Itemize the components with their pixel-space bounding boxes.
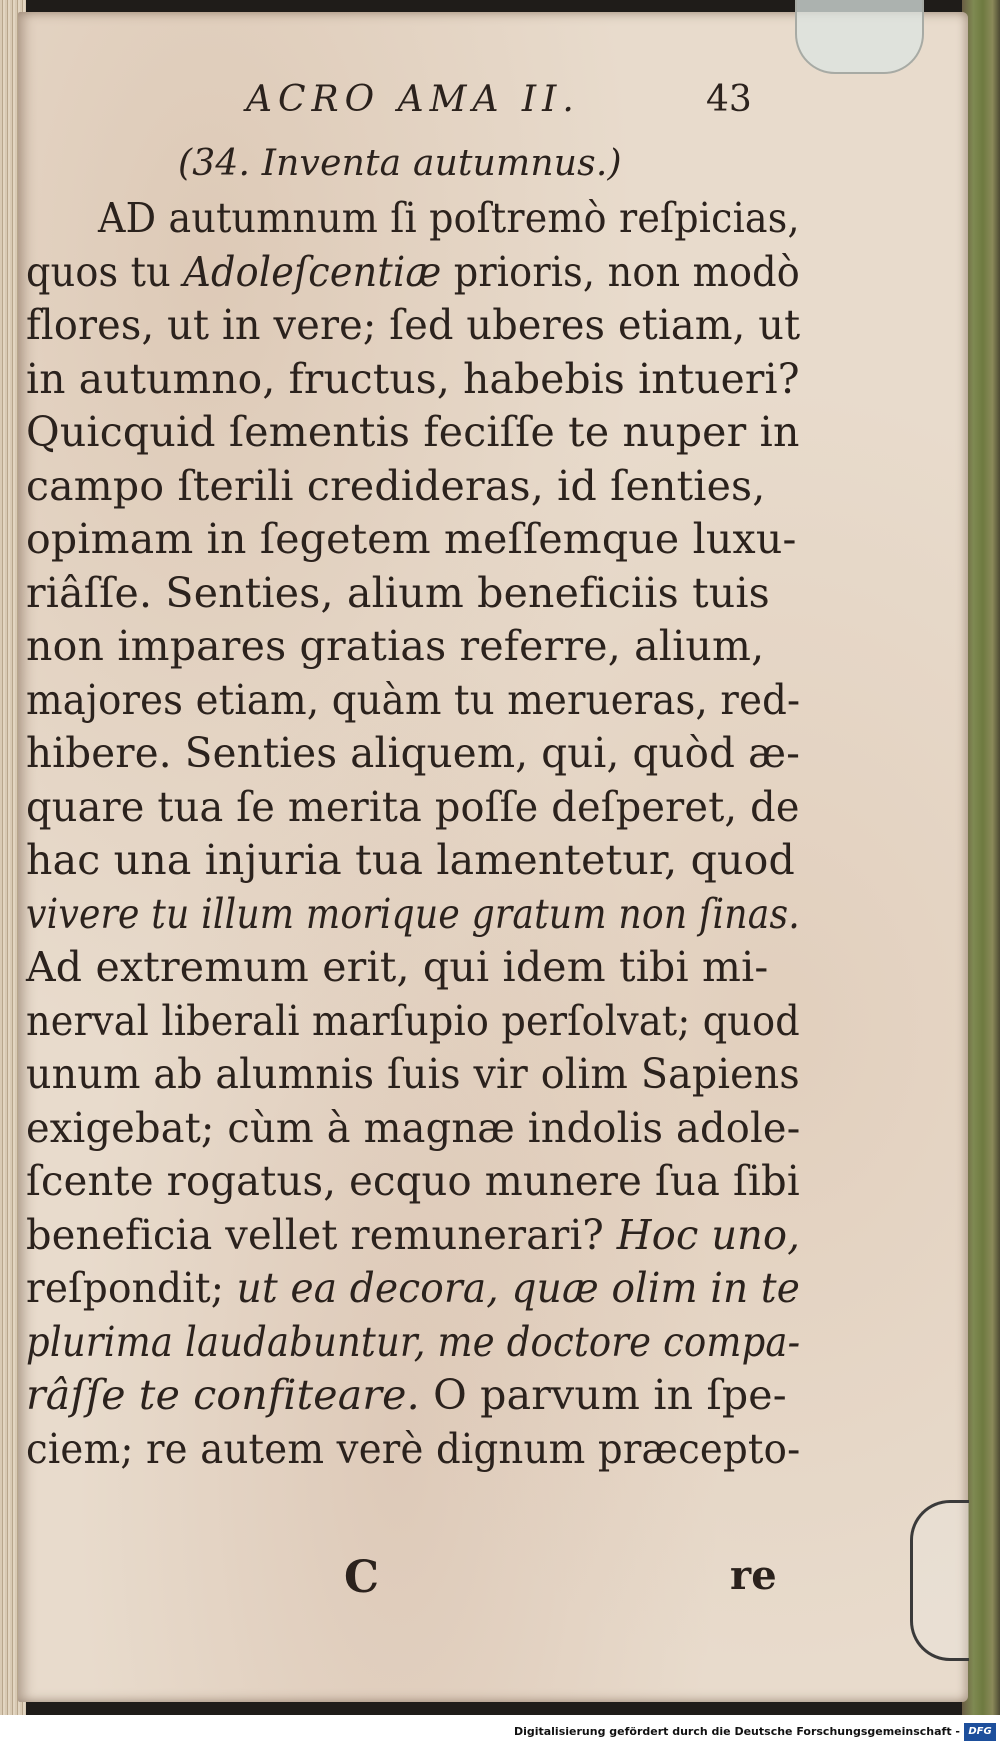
roman-text: O parvum in ſpe- xyxy=(419,1371,787,1419)
dfg-logo: DFG xyxy=(964,1723,996,1741)
body-line-text xyxy=(26,996,800,1045)
roman-text: campo ſterili credideras, id ſenties, xyxy=(26,461,766,510)
page-clip-top xyxy=(795,0,924,74)
digitization-footer xyxy=(0,1715,1000,1753)
roman-text: beneficia vellet remunerari? xyxy=(26,1210,617,1259)
body-line-text xyxy=(26,729,801,777)
roman-text: majores etiam, quàm tu merueras, red- xyxy=(26,675,801,724)
roman-text: reſpondit; xyxy=(26,1264,237,1312)
body-line-text xyxy=(26,836,795,884)
body-line-text xyxy=(26,1317,801,1366)
body-line-text xyxy=(26,889,800,938)
body-line-text xyxy=(26,622,765,670)
roman-text: AD autumnum ſi poſtremò reſpicias, xyxy=(98,194,800,242)
body-line-text xyxy=(26,354,800,403)
body-line-text xyxy=(26,1157,800,1205)
body-line-text xyxy=(26,1210,801,1259)
body-line-text xyxy=(26,1050,800,1098)
body-line-text xyxy=(26,568,770,617)
roman-text: unum ab alumnis ſuis vir olim Sapiens xyxy=(26,1050,800,1098)
roman-text: prioris, non modò xyxy=(441,247,800,296)
italic-text: Adoleſcentiæ xyxy=(183,247,442,296)
italic-text: plurima laudabuntur, me doctore compa- xyxy=(26,1317,801,1366)
italic-text: râſſe te confiteare. xyxy=(26,1371,420,1419)
body-line-text xyxy=(26,1264,801,1312)
body-line-text xyxy=(26,515,797,563)
roman-text: exigebat; cùm à magnæ indolis adole- xyxy=(26,1103,801,1152)
roman-text: ciem; re autem verè dignum præcepto- xyxy=(26,1424,801,1473)
roman-text: in autumno, fructus, habebis intueri? xyxy=(26,354,800,403)
body-line-text xyxy=(26,782,800,831)
roman-text: hibere. Senties aliquem, qui, quòd æ- xyxy=(26,729,801,777)
body-line-text xyxy=(26,247,800,296)
section-heading-text: (34. Inventa autumnus.) xyxy=(178,143,622,184)
roman-text: opimam in ſegetem meſſemque luxu- xyxy=(26,515,797,563)
body-line-text xyxy=(26,301,801,349)
body-line-text xyxy=(26,675,801,724)
roman-text: Ad extremum erit, qui idem tibi mi- xyxy=(26,943,769,991)
signature-mark: C xyxy=(344,1552,380,1603)
roman-text: Quicquid ſementis feciſſe te nuper in xyxy=(26,408,800,456)
roman-text: ſcente rogatus, ecquo munere ſua ſibi xyxy=(26,1157,800,1205)
body-line-text xyxy=(26,1424,801,1473)
footer-credit: Digitalisierung gefördert durch die Deutsche Forschungsgemeinschaft - xyxy=(513,1725,960,1738)
roman-text: flores, ut in vere; ſed uberes etiam, ut xyxy=(26,301,801,349)
body-line-text xyxy=(98,194,800,242)
roman-text: non impares gratias referre, alium, xyxy=(26,622,765,670)
page-clip-bottom xyxy=(910,1500,969,1661)
roman-text: hac una injuria tua lamentetur, quod xyxy=(26,836,795,884)
page-number: 43 xyxy=(706,79,752,120)
catchword: re xyxy=(730,1552,777,1599)
roman-text: nerval liberali marſupio perſolvat; quod xyxy=(26,996,800,1045)
body-line-text xyxy=(26,408,800,456)
roman-text: quos tu xyxy=(26,247,184,296)
body-line-text xyxy=(26,1103,801,1152)
italic-text: vivere tu illum morique gratum non ſinas. xyxy=(26,889,800,938)
body-line-text xyxy=(26,1371,787,1419)
body-line-text xyxy=(26,943,769,991)
italic-text: Hoc uno, xyxy=(616,1210,801,1259)
roman-text: quare tua ſe merita poſſe deſperet, de xyxy=(26,782,800,831)
roman-text: riâſſe. Senties, alium beneficiis tuis xyxy=(26,568,770,617)
italic-text: ut ea decora, quæ olim in te xyxy=(236,1264,801,1312)
running-head-title: ACRO AMA II. xyxy=(246,79,580,120)
body-line-text xyxy=(26,461,766,510)
